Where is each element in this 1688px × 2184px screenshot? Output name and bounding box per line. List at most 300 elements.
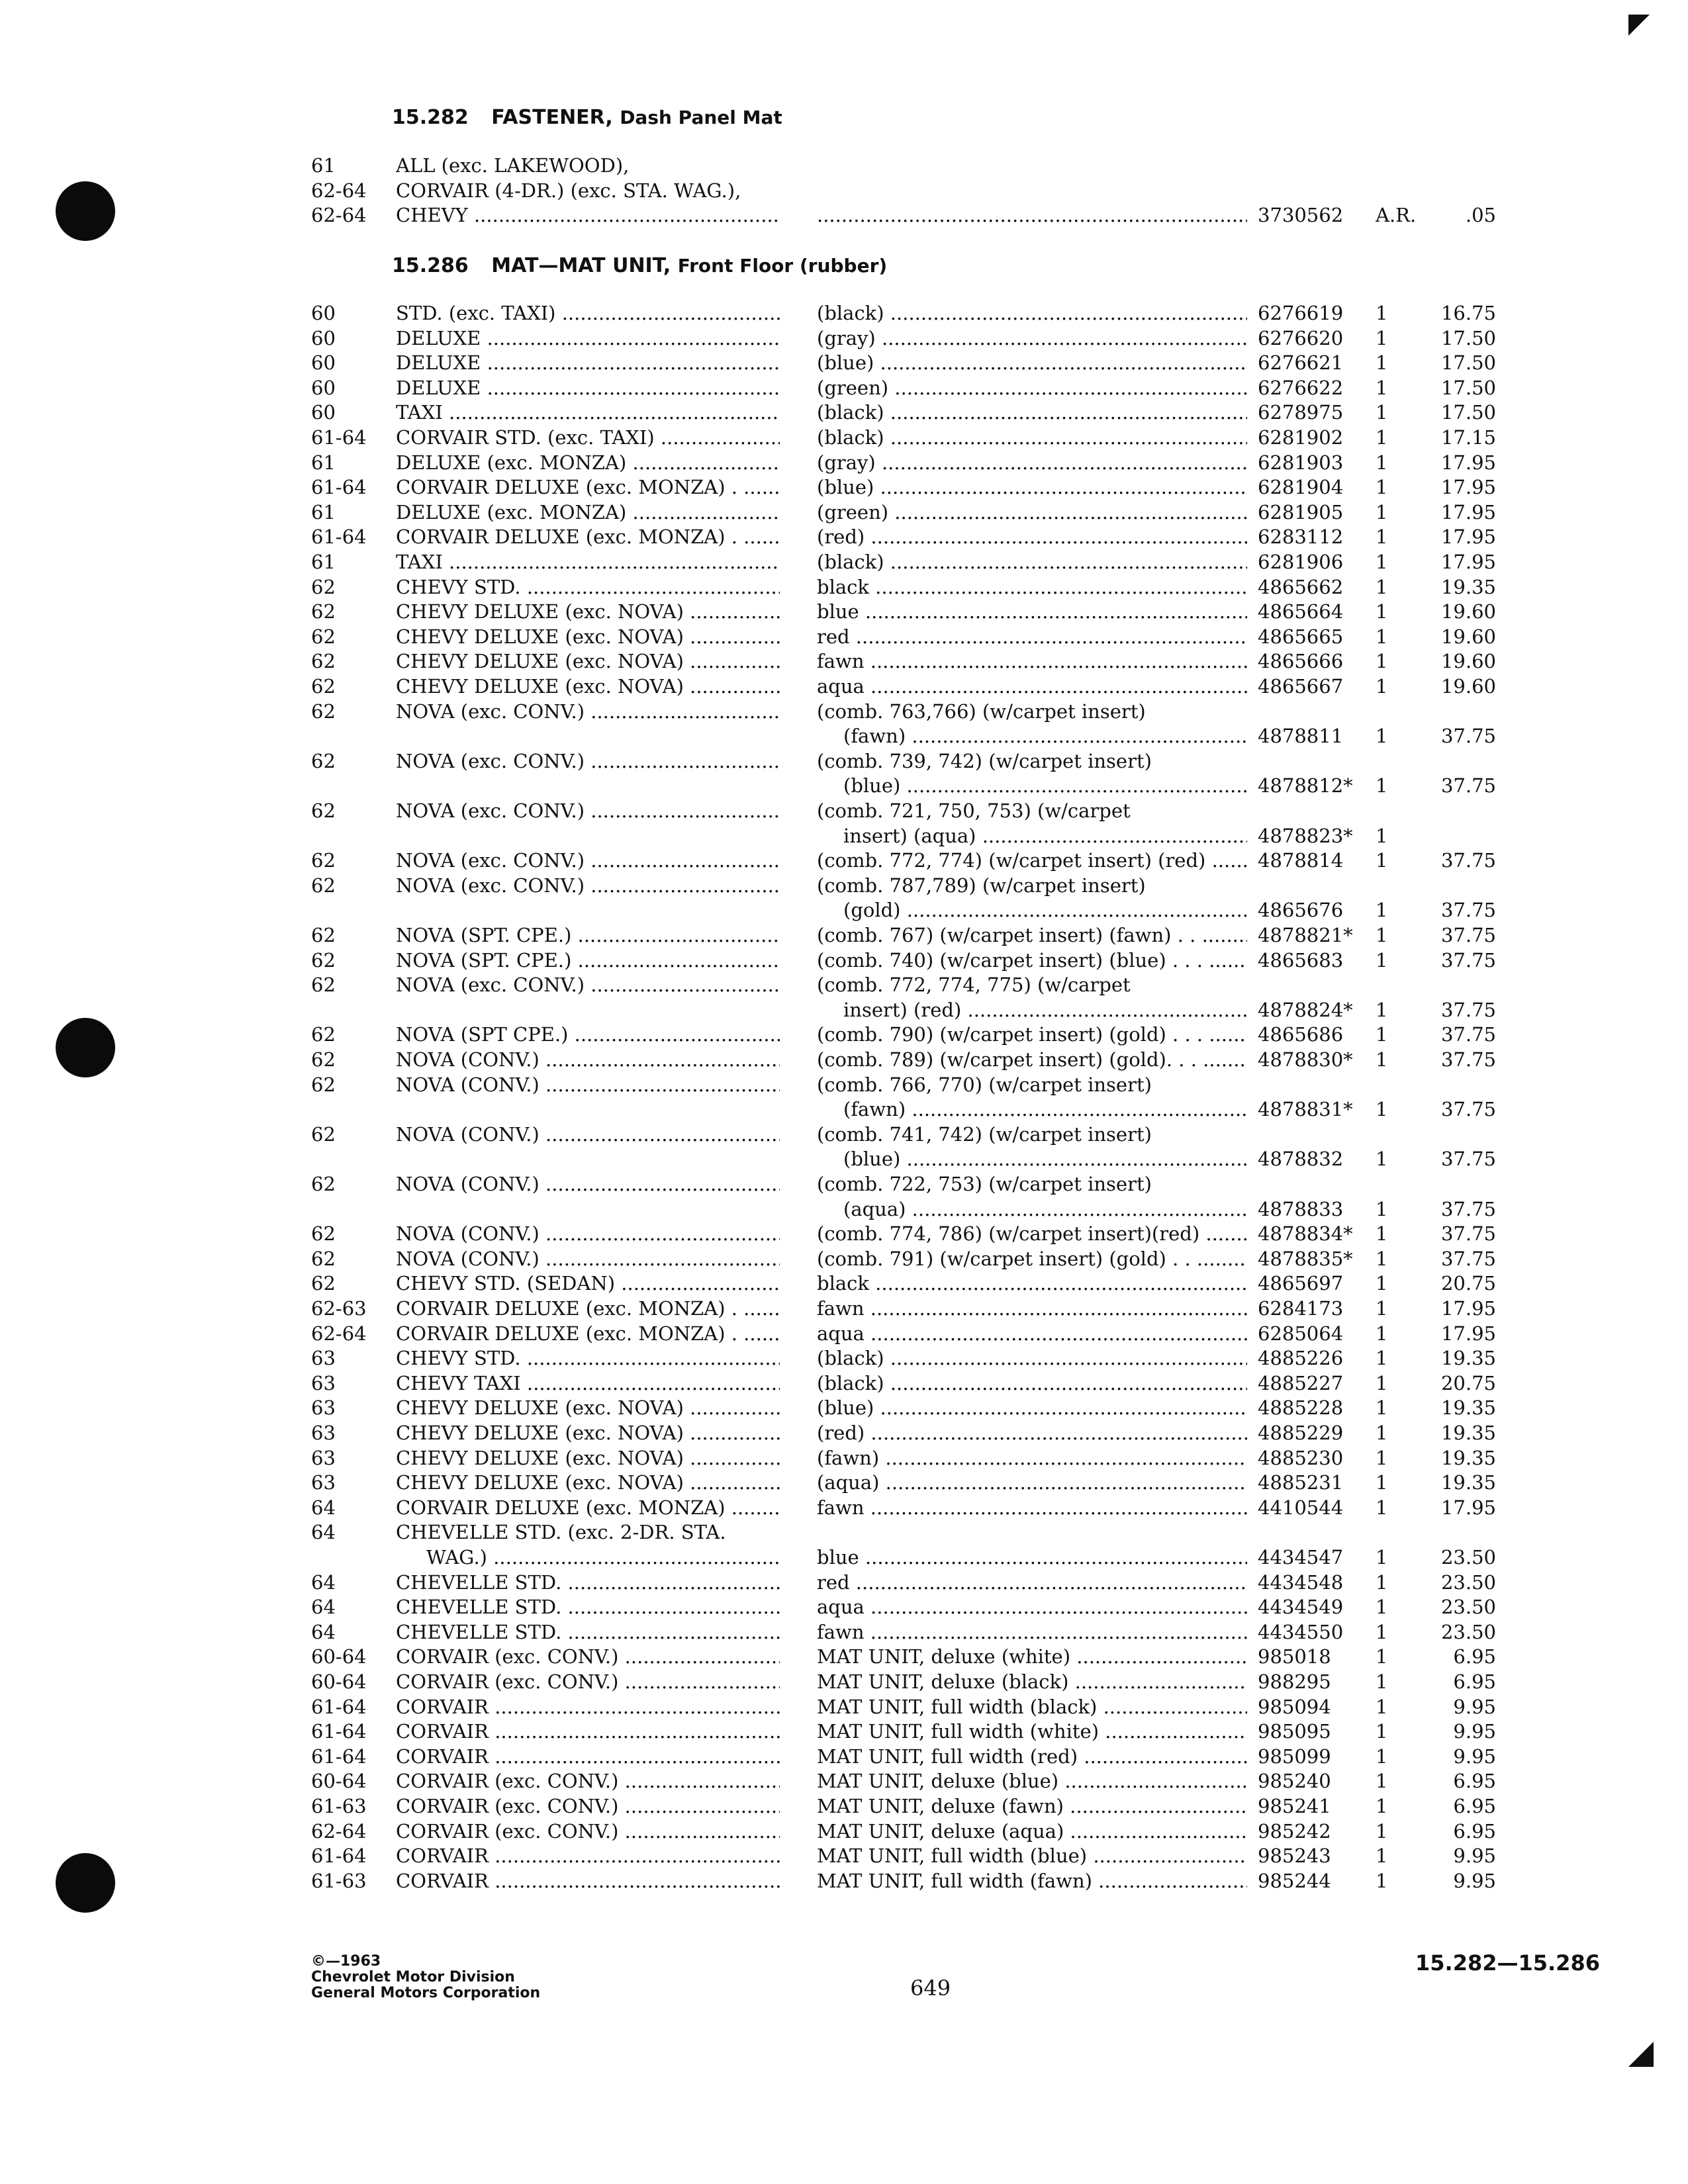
description-cell: blue .....	[817, 600, 1247, 623]
application-cell: CHEVY DELUXE (exc. NOVA) .....	[396, 1421, 780, 1445]
corner-mark-bottom-right	[1628, 2042, 1654, 2067]
year-cell: 62	[311, 749, 336, 772]
part-number-cell: 4865697	[1258, 1272, 1344, 1295]
description-cell-cont: (aqua) .....	[817, 1197, 1247, 1221]
part-number-cell: 4878832	[1258, 1148, 1344, 1171]
price-cell: 6.95	[1453, 1770, 1496, 1793]
description-cell: fawn .....	[817, 1297, 1247, 1320]
description-cell: MAT UNIT, deluxe (white) .....	[817, 1645, 1247, 1668]
year-cell: 61-64	[311, 525, 367, 549]
part-number-cell: 4885231	[1258, 1471, 1344, 1494]
year-cell: 61	[311, 451, 336, 474]
quantity-cell: 1	[1376, 575, 1388, 598]
part-number-cell: 4878811	[1258, 725, 1344, 748]
year-cell: 64	[311, 1620, 336, 1643]
description-cell: (black) .....	[817, 1371, 1247, 1395]
year-cell: 62	[311, 1247, 336, 1270]
quantity-cell: 1	[1376, 1347, 1388, 1370]
description-cell: (comb. 741, 742) (w/carpet insert)	[817, 1122, 1152, 1146]
price-cell: 37.75	[1440, 1197, 1496, 1220]
quantity-cell: 1	[1376, 774, 1388, 797]
description-cell: red .....	[817, 1570, 1247, 1594]
footer-line: ©—1963	[311, 1953, 381, 1970]
quantity-cell: 1	[1376, 1620, 1388, 1643]
price-cell: 6.95	[1453, 1819, 1496, 1843]
part-number-cell: 985018	[1258, 1645, 1331, 1668]
application-cell: CORVAIR .....	[396, 1844, 780, 1868]
price-cell: 9.95	[1453, 1720, 1496, 1743]
part-number-cell: 4865683	[1258, 948, 1344, 972]
application-cell: NOVA (SPT. CPE.) .....	[396, 923, 780, 947]
part-number-cell: 4865666	[1258, 650, 1344, 673]
part-number-cell: 4885229	[1258, 1422, 1344, 1444]
price-cell: 6.95	[1453, 1795, 1496, 1817]
year-cell: 61	[311, 500, 336, 523]
price-cell: 6.95	[1453, 1645, 1496, 1668]
application-cell: CHEVY DELUXE (exc. NOVA) .....	[396, 600, 780, 623]
quantity-cell: 1	[1376, 1869, 1388, 1892]
quantity-cell: 1	[1376, 600, 1388, 623]
application-cell: CHEVY STD. .....	[396, 575, 780, 599]
part-number-cell: 4865664	[1258, 600, 1344, 623]
application-cell: CORVAIR .....	[396, 1695, 780, 1719]
year-cell: 62	[311, 675, 336, 698]
year-cell: 62-64	[311, 1322, 367, 1345]
description-cell: (black) .....	[817, 301, 1247, 325]
description-cell-cont: (fawn) .....	[817, 1097, 1247, 1121]
part-number-cell: 6276621	[1258, 351, 1344, 375]
application-cell: CHEVY DELUXE (exc. NOVA) .....	[396, 1471, 780, 1494]
description-cell: (red) .....	[817, 525, 1247, 549]
quantity-cell: 1	[1376, 924, 1388, 946]
application-cell: NOVA (SPT. CPE.) .....	[396, 948, 780, 972]
application-cell: CHEVELLE STD. .....	[396, 1620, 780, 1644]
price-cell: 37.75	[1440, 924, 1496, 946]
quantity-cell: 1	[1376, 1795, 1388, 1817]
description-cell: aqua .....	[817, 674, 1247, 698]
quantity-cell: 1	[1376, 376, 1388, 399]
description-cell-cont: insert) (red) .....	[817, 998, 1247, 1022]
price-cell: 17.95	[1440, 525, 1496, 549]
application-cell: CORVAIR (4-DR.) (exc. STA. WAG.),	[396, 179, 741, 202]
description-cell: black .....	[817, 1271, 1247, 1295]
year-cell: 61-64	[311, 1695, 367, 1718]
application-cell: CORVAIR .....	[396, 1869, 780, 1893]
year-cell: 62	[311, 799, 336, 822]
description-cell: (comb. 789) (w/carpet insert) (gold). . . .....	[817, 1048, 1247, 1071]
part-number-cell: 985099	[1258, 1745, 1331, 1768]
price-cell: 19.35	[1440, 1422, 1496, 1444]
part-number-cell: 6278975	[1258, 401, 1344, 424]
quantity-cell: 1	[1376, 1844, 1388, 1868]
quantity-cell: 1	[1376, 650, 1388, 673]
application-cell: NOVA (exc. CONV.) .....	[396, 799, 780, 823]
year-cell: 63	[311, 1396, 336, 1420]
description-cell-cont: (blue) .....	[817, 774, 1247, 797]
year-cell: 62	[311, 1222, 336, 1246]
price-cell: 19.60	[1440, 625, 1496, 648]
price-cell: 6.95	[1453, 1670, 1496, 1693]
description-cell: (black) .....	[817, 1346, 1247, 1370]
quantity-cell: 1	[1376, 1745, 1388, 1768]
year-cell: 62	[311, 974, 336, 997]
application-cell: CORVAIR DELUXE (exc. MONZA) . .....	[396, 475, 780, 499]
quantity-cell: 1	[1376, 1545, 1388, 1569]
footer-copyright	[311, 1954, 540, 2001]
description-cell: (comb. 774, 786) (w/carpet insert)(red) .....	[817, 1222, 1247, 1246]
quantity-cell: 1	[1376, 1819, 1388, 1843]
part-number-cell: 985242	[1258, 1819, 1331, 1843]
price-cell: 19.60	[1440, 600, 1496, 623]
quantity-cell: 1	[1376, 401, 1388, 424]
quantity-cell: 1	[1376, 1720, 1388, 1743]
binder-hole-middle	[56, 1018, 115, 1077]
application-cell: NOVA (CONV.) .....	[396, 1222, 780, 1246]
price-cell: 19.35	[1440, 1396, 1496, 1420]
part-number-cell: 4878831*	[1258, 1098, 1353, 1121]
application-cell: CHEVY DELUXE (exc. NOVA) .....	[396, 625, 780, 649]
year-cell: 62	[311, 575, 336, 598]
corner-mark-top-right	[1628, 15, 1650, 36]
quantity-cell: 1	[1376, 1297, 1388, 1320]
part-number-cell: 985240	[1258, 1770, 1331, 1793]
year-cell: 62	[311, 1272, 336, 1295]
price-cell: 37.75	[1440, 774, 1496, 797]
application-cell: CHEVELLE STD. .....	[396, 1595, 780, 1619]
year-cell: 62	[311, 625, 336, 648]
application-cell: NOVA (CONV.) .....	[396, 1048, 780, 1071]
year-cell: 64	[311, 1596, 336, 1619]
description-cell: (comb. 772, 774) (w/carpet insert) (red) .....	[817, 848, 1247, 872]
description-cell: (black) .....	[817, 400, 1247, 424]
part-number-cell: 4885227	[1258, 1371, 1344, 1394]
section-number: 15.282	[392, 106, 469, 129]
price-cell: 9.95	[1453, 1844, 1496, 1868]
quantity-cell: 1	[1376, 1670, 1388, 1693]
year-cell: 61	[311, 154, 336, 177]
price-cell: 17.50	[1440, 326, 1496, 349]
description-cell: (aqua) .....	[817, 1471, 1247, 1494]
quantity-cell: 1	[1376, 1048, 1388, 1071]
price-cell: 20.75	[1440, 1272, 1496, 1295]
year-cell: 61-64	[311, 476, 367, 499]
part-number-cell: 6281903	[1258, 451, 1344, 474]
section-heading-15-282	[392, 106, 782, 129]
year-cell: 62-64	[311, 179, 367, 202]
application-cell: CORVAIR (exc. CONV.) .....	[396, 1819, 780, 1843]
application-cell: NOVA (exc. CONV.) .....	[396, 874, 780, 897]
quantity-cell: 1	[1376, 849, 1388, 872]
description-cell-cont: (fawn) .....	[817, 724, 1247, 748]
part-number-cell: 988295	[1258, 1670, 1331, 1693]
application-cell: CHEVY STD. (SEDAN) .....	[396, 1271, 780, 1295]
page-number: 649	[910, 1976, 951, 2001]
price-cell: 17.95	[1440, 551, 1496, 573]
description-cell: (gray) .....	[817, 451, 1247, 475]
description-cell	[817, 203, 1247, 227]
year-cell: 60	[311, 326, 336, 349]
quantity-cell: 1	[1376, 451, 1388, 474]
price-cell: 17.15	[1440, 426, 1496, 449]
part-number-cell: 985094	[1258, 1695, 1331, 1718]
part-number-cell: 4434547	[1258, 1545, 1344, 1569]
quantity-cell: 1	[1376, 1322, 1388, 1345]
part-number-cell: 6281905	[1258, 500, 1344, 523]
description-cell: (blue) .....	[817, 1396, 1247, 1420]
quantity-cell: 1	[1376, 351, 1388, 375]
year-cell: 64	[311, 1496, 336, 1519]
price-cell: 17.95	[1440, 1322, 1496, 1345]
quantity-cell: 1	[1376, 1496, 1388, 1519]
description-cell: MAT UNIT, full width (black) .....	[817, 1695, 1247, 1719]
part-number-cell: 4878814	[1258, 849, 1344, 872]
quantity-cell: 1	[1376, 824, 1388, 847]
year-cell: 62	[311, 1023, 336, 1046]
year-cell: 61-64	[311, 1745, 367, 1768]
part-number-cell: 4885228	[1258, 1396, 1344, 1420]
quantity-cell: 1	[1376, 1396, 1388, 1420]
application-cell: NOVA (CONV.) .....	[396, 1172, 780, 1196]
price-cell: 37.75	[1440, 998, 1496, 1021]
year-cell: 62	[311, 1073, 336, 1096]
description-cell: (black) .....	[817, 550, 1247, 574]
application-cell: CHEVY TAXI .....	[396, 1371, 780, 1395]
part-number-cell: 6276620	[1258, 326, 1344, 349]
application-cell: CORVAIR STD. (exc. TAXI) .....	[396, 426, 780, 449]
application-cell: CHEVY DELUXE (exc. NOVA) .....	[396, 649, 780, 673]
year-cell: 61-64	[311, 426, 367, 449]
part-number-cell: 985241	[1258, 1795, 1331, 1817]
description-cell: MAT UNIT, deluxe (aqua) .....	[817, 1819, 1247, 1843]
footer-section-range: 15.282—15.286	[1415, 1950, 1600, 1976]
description-cell: (comb. 763,766) (w/carpet insert)	[817, 700, 1146, 723]
application-cell: NOVA (CONV.) .....	[396, 1073, 780, 1097]
year-cell: 61-64	[311, 1844, 367, 1868]
quantity-cell: 1	[1376, 1695, 1388, 1718]
quantity-cell: 1	[1376, 675, 1388, 698]
part-number-cell: 4865676	[1258, 899, 1344, 922]
description-cell: (gray) .....	[817, 326, 1247, 350]
application-cell: CORVAIR .....	[396, 1719, 780, 1743]
application-cell: DELUXE .....	[396, 326, 780, 350]
part-number-cell: 4865662	[1258, 575, 1344, 598]
application-cell: CHEVY STD. .....	[396, 1346, 780, 1370]
application-cell: CORVAIR DELUXE (exc. MONZA) . .....	[396, 1297, 780, 1320]
part-number-cell: 4434550	[1258, 1620, 1344, 1643]
section-heading-15-286	[392, 254, 887, 277]
year-cell: 63	[311, 1446, 336, 1469]
year-cell: 62-63	[311, 1297, 367, 1320]
part-number-cell: 6281904	[1258, 476, 1344, 499]
price-cell: 19.60	[1440, 650, 1496, 673]
quantity-cell: 1	[1376, 500, 1388, 523]
quantity-cell: 1	[1376, 551, 1388, 573]
application-cell: ALL (exc. LAKEWOOD),	[396, 154, 630, 177]
application-cell: CORVAIR DELUXE (exc. MONZA) . .....	[396, 1322, 780, 1345]
application-cell: NOVA (exc. CONV.) .....	[396, 848, 780, 872]
application-cell: TAXI .....	[396, 400, 780, 424]
part-number-cell: 6283112	[1258, 525, 1344, 549]
price-cell: 37.75	[1440, 1098, 1496, 1121]
part-number-cell: 4434549	[1258, 1596, 1344, 1619]
part-number-cell: 4434548	[1258, 1570, 1344, 1594]
description-cell: MAT UNIT, deluxe (fawn) .....	[817, 1794, 1247, 1818]
section-title: MAT—MAT UNIT,	[491, 254, 671, 277]
part-number-cell: 4410544	[1258, 1496, 1344, 1519]
price-cell: 9.95	[1453, 1745, 1496, 1768]
price-cell: 17.50	[1440, 376, 1496, 399]
section-number: 15.286	[392, 254, 469, 277]
description-cell-cont: insert) (aqua) .....	[817, 824, 1247, 848]
year-cell: 60	[311, 302, 336, 324]
part-number-cell: 4878830*	[1258, 1048, 1353, 1071]
application-cell: NOVA (exc. CONV.) .....	[396, 973, 780, 997]
year-cell: 63	[311, 1471, 336, 1494]
description-cell: (comb. 767) (w/carpet insert) (fawn) . . .....	[817, 923, 1247, 947]
application-cell: NOVA (exc. CONV.) .....	[396, 749, 780, 773]
price-cell: 19.35	[1440, 1471, 1496, 1494]
year-cell: 61-63	[311, 1869, 367, 1892]
year-cell: 63	[311, 1347, 336, 1370]
part-number-cell: 4878834*	[1258, 1222, 1353, 1246]
year-cell: 61	[311, 551, 336, 573]
application-cell: CORVAIR (exc. CONV.) .....	[396, 1670, 780, 1694]
year-cell: 63	[311, 1371, 336, 1394]
price-cell: 17.95	[1440, 476, 1496, 499]
price-cell: 17.50	[1440, 401, 1496, 424]
application-cell: CORVAIR DELUXE (exc. MONZA) .....	[396, 1496, 780, 1520]
description-cell: red .....	[817, 625, 1247, 649]
quantity-cell: 1	[1376, 1446, 1388, 1469]
application-cell: CORVAIR .....	[396, 1745, 780, 1768]
application-cell: CORVAIR (exc. CONV.) .....	[396, 1769, 780, 1793]
description-cell: aqua .....	[817, 1595, 1247, 1619]
part-number-cell: 6281906	[1258, 551, 1344, 573]
part-number-cell: 4878833	[1258, 1197, 1344, 1220]
application-cell: DELUXE .....	[396, 376, 780, 400]
application-cell: DELUXE .....	[396, 351, 780, 375]
part-number-cell: 4865686	[1258, 1023, 1344, 1046]
quantity-cell: 1	[1376, 1371, 1388, 1394]
part-number-cell: 6284173	[1258, 1297, 1344, 1320]
description-cell: (green) .....	[817, 500, 1247, 524]
year-cell: 61-63	[311, 1795, 367, 1817]
part-number-cell: 4885226	[1258, 1347, 1344, 1370]
year-cell: 60	[311, 351, 336, 375]
price-cell: 37.75	[1440, 849, 1496, 872]
quantity-cell: 1	[1376, 426, 1388, 449]
price-cell: .05	[1465, 204, 1496, 227]
year-cell: 62	[311, 849, 336, 872]
application-cell: DELUXE (exc. MONZA) .....	[396, 500, 780, 524]
year-cell: 62	[311, 650, 336, 673]
price-cell: 37.75	[1440, 1148, 1496, 1171]
binder-hole-bottom	[56, 1853, 115, 1913]
price-cell: 9.95	[1453, 1695, 1496, 1718]
part-number-cell: 985244	[1258, 1869, 1331, 1892]
year-cell: 60-64	[311, 1670, 367, 1693]
price-cell: 17.50	[1440, 351, 1496, 375]
year-cell: 60	[311, 401, 336, 424]
application-cell: NOVA (SPT CPE.) .....	[396, 1023, 780, 1046]
quantity-cell: 1	[1376, 1471, 1388, 1494]
description-cell: (comb. 766, 770) (w/carpet insert)	[817, 1073, 1152, 1096]
price-cell: 37.75	[1440, 1023, 1496, 1046]
application-cell: CHEVY DELUXE (exc. NOVA) .....	[396, 674, 780, 698]
description-cell: (green) .....	[817, 376, 1247, 400]
description-cell: (comb. 787,789) (w/carpet insert)	[817, 874, 1146, 897]
quantity-cell: 1	[1376, 476, 1388, 499]
description-cell: (comb. 721, 750, 753) (w/carpet	[817, 799, 1131, 822]
description-cell: (black) .....	[817, 426, 1247, 449]
quantity-cell: 1	[1376, 1596, 1388, 1619]
quantity-cell: 1	[1376, 1272, 1388, 1295]
year-cell: 62	[311, 700, 336, 723]
price-cell: 17.95	[1440, 1297, 1496, 1320]
quantity-cell: 1	[1376, 1770, 1388, 1793]
application-cell: STD. (exc. TAXI) .....	[396, 301, 780, 325]
price-cell: 19.60	[1440, 675, 1496, 698]
part-number-cell: 6285064	[1258, 1322, 1344, 1345]
price-cell: 23.50	[1440, 1545, 1496, 1569]
year-cell: 62	[311, 1048, 336, 1071]
description-cell-cont: blue .....	[817, 1545, 1247, 1569]
part-number-cell: 4878812*	[1258, 774, 1353, 797]
section-title: FASTENER,	[491, 106, 613, 129]
application-cell-cont: WAG.) .....	[396, 1545, 780, 1569]
price-cell: 19.35	[1440, 575, 1496, 598]
year-cell: 62	[311, 924, 336, 946]
description-cell: MAT UNIT, full width (white) .....	[817, 1719, 1247, 1743]
quantity-cell: 1	[1376, 1197, 1388, 1220]
price-cell: 23.50	[1440, 1570, 1496, 1594]
description-cell: fawn .....	[817, 649, 1247, 673]
application-cell: CHEVELLE STD. .....	[396, 1570, 780, 1594]
price-cell: 17.95	[1440, 500, 1496, 523]
part-number-cell: 4878835*	[1258, 1247, 1353, 1270]
price-cell: 37.75	[1440, 948, 1496, 972]
application-cell: DELUXE (exc. MONZA) .....	[396, 451, 780, 475]
application-cell: NOVA (exc. CONV.) .....	[396, 700, 780, 723]
price-cell: 20.75	[1440, 1371, 1496, 1394]
year-cell: 60-64	[311, 1645, 367, 1668]
year-cell: 62	[311, 874, 336, 897]
price-cell: 9.95	[1453, 1869, 1496, 1892]
quantity-cell: 1	[1376, 625, 1388, 648]
description-cell: (comb. 739, 742) (w/carpet insert)	[817, 749, 1152, 772]
price-cell: 37.75	[1440, 725, 1496, 748]
footer-line: Chevrolet Motor Division	[311, 1969, 515, 1985]
description-cell: (comb. 740) (w/carpet insert) (blue) . . . .....	[817, 948, 1247, 972]
application-cell: CHEVY DELUXE (exc. NOVA) .....	[396, 1396, 780, 1420]
description-cell: (red) .....	[817, 1421, 1247, 1445]
footer-line: General Motors Corporation	[311, 1985, 541, 2001]
description-cell: (blue) .....	[817, 351, 1247, 375]
application-cell: CORVAIR (exc. CONV.) .....	[396, 1645, 780, 1668]
description-cell-cont: (gold) .....	[817, 898, 1247, 922]
quantity-cell: A.R.	[1376, 204, 1417, 227]
year-cell: 62	[311, 1122, 336, 1146]
price-cell: 16.75	[1440, 302, 1496, 324]
part-number-cell: 4878823*	[1258, 824, 1353, 847]
part-number-cell: 3730562	[1258, 204, 1344, 227]
description-cell: MAT UNIT, full width (blue) .....	[817, 1844, 1247, 1868]
price-cell: 19.35	[1440, 1446, 1496, 1469]
application-cell: CHEVY .....	[396, 203, 780, 227]
price-cell: 37.75	[1440, 899, 1496, 922]
part-number-cell: 4885230	[1258, 1446, 1344, 1469]
description-cell: (comb. 790) (w/carpet insert) (gold) . . . .....	[817, 1023, 1247, 1046]
